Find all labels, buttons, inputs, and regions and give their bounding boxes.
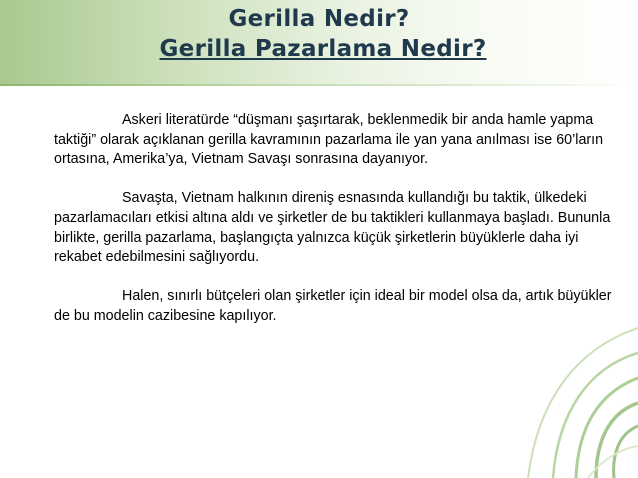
slide-title (0, 4, 638, 64)
title-line-2: Gerilla Pazarlama Nedir? (159, 36, 487, 62)
title-line-1: Gerilla Nedir? (228, 6, 410, 32)
paragraph-3: Halen, sınırlı bütçeleri olan şirketler için ideal bir model olsa da, artık büyükler de bu modelin cazibesine kapılıyor. (54, 288, 612, 324)
paragraph-2: Savaşta, Vietnam halkının direniş esnasında kullandığı bu taktik, ülkedeki pazarlamacıları etkisi altına aldı ve şirketler de bu taktikleri kullanmaya başladı. Bununla birlikte, gerilla pazarlama, başlangıçta yalnızca küçük şirketlerin büyüklerle daha iyi rekabet edebilmesini sağlıyordu. (54, 190, 611, 266)
header-accent-line (0, 84, 638, 86)
corner-swirl-decoration (468, 308, 638, 478)
paragraph-1: Askeri literatürde “düşmanı şaşırtarak, beklenmedik bir anda hamle yapma taktiği” olarak açıklanan gerilla kavramının pazarlama ile yan yana anılması ise 60’ların ortasına, Amerika’ya, Vietnam Savaşı sonrasına dayanıyor. (54, 112, 604, 168)
slide-body (54, 111, 624, 327)
